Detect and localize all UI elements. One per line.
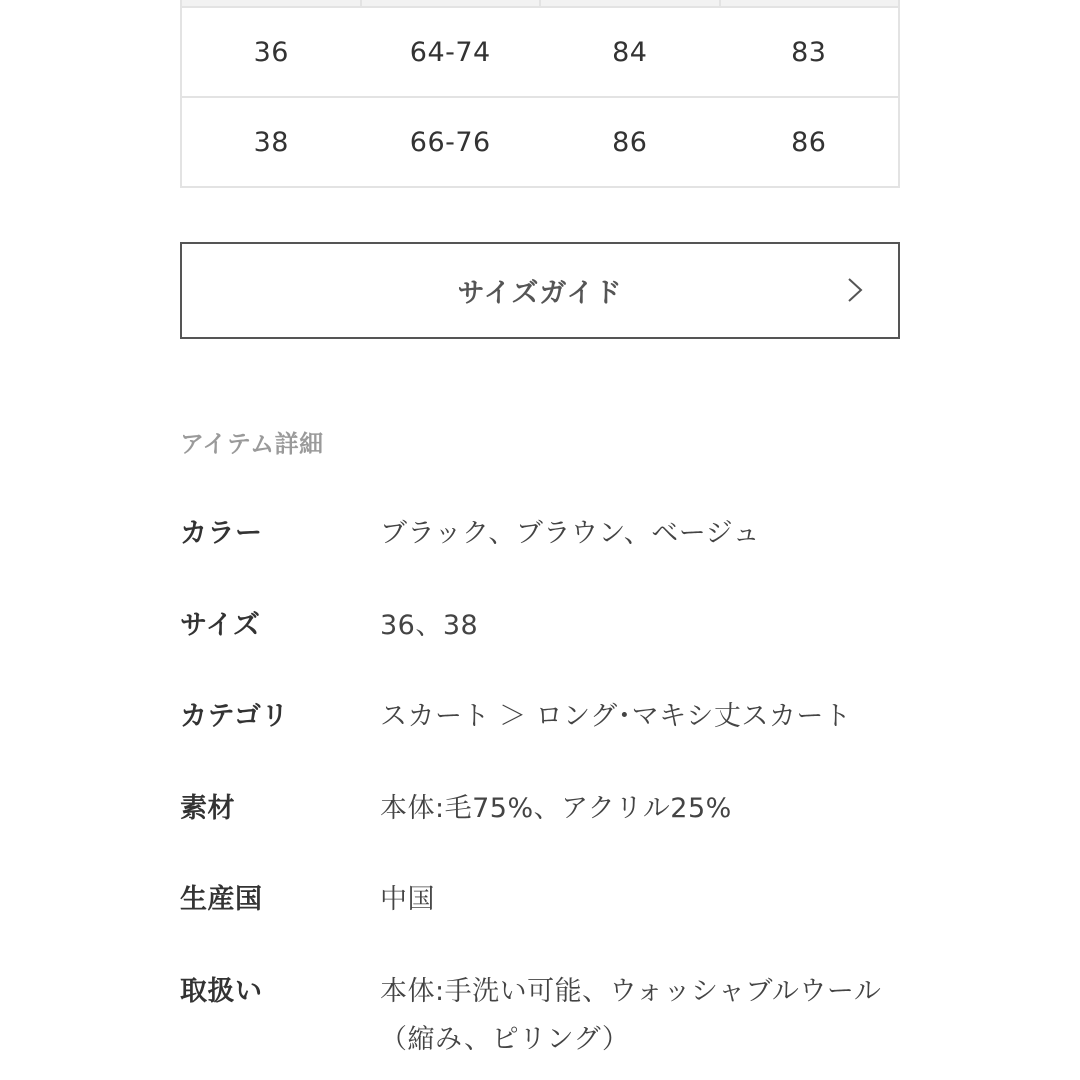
detail-label: 取扱い (180, 976, 263, 1007)
table-cell: 66-76 (361, 97, 541, 187)
size-guide-button[interactable] (180, 242, 900, 339)
table-cell: 86 (720, 97, 900, 187)
size-table (180, 0, 900, 188)
detail-label: 生産国 (180, 884, 263, 915)
detail-value (380, 606, 920, 646)
detail-label: サイズ (180, 610, 261, 641)
detail-value-line: 36、38 (380, 610, 479, 641)
detail-value-line: 本体:毛75%、アクリル25% (380, 793, 732, 824)
table-cell: 84 (540, 7, 720, 97)
detail-label: 素材 (180, 793, 235, 824)
table-row (181, 7, 899, 97)
detail-value-line: 中国 (380, 884, 435, 915)
item-details-title: アイテム詳細 (180, 430, 324, 458)
chevron-right-icon (842, 277, 868, 303)
detail-value-line: （縮み、ピリング） (380, 1024, 630, 1055)
detail-value-line: 本体:手洗い可能、ウォッシャブルウール (380, 976, 882, 1007)
detail-value-line: ブラック、ブラウン、ベージュ (380, 518, 761, 549)
table-cell: 86 (540, 97, 720, 187)
table-cell: 83 (720, 7, 900, 97)
size-guide-label: サイズガイド (457, 278, 623, 309)
size-table-header-stub (181, 0, 899, 7)
detail-label: カテゴリ (180, 701, 289, 732)
detail-value-line: スカート ＞ ロング･マキシ丈スカート (380, 701, 852, 732)
detail-value (380, 880, 920, 920)
table-cell: 64-74 (361, 7, 541, 97)
table-cell: 36 (181, 7, 361, 97)
table-row (181, 97, 899, 187)
detail-value (380, 697, 920, 737)
detail-value (380, 789, 920, 829)
table-cell: 38 (181, 97, 361, 187)
detail-value (380, 972, 920, 1060)
detail-value (380, 514, 920, 554)
detail-label: カラー (180, 518, 263, 549)
